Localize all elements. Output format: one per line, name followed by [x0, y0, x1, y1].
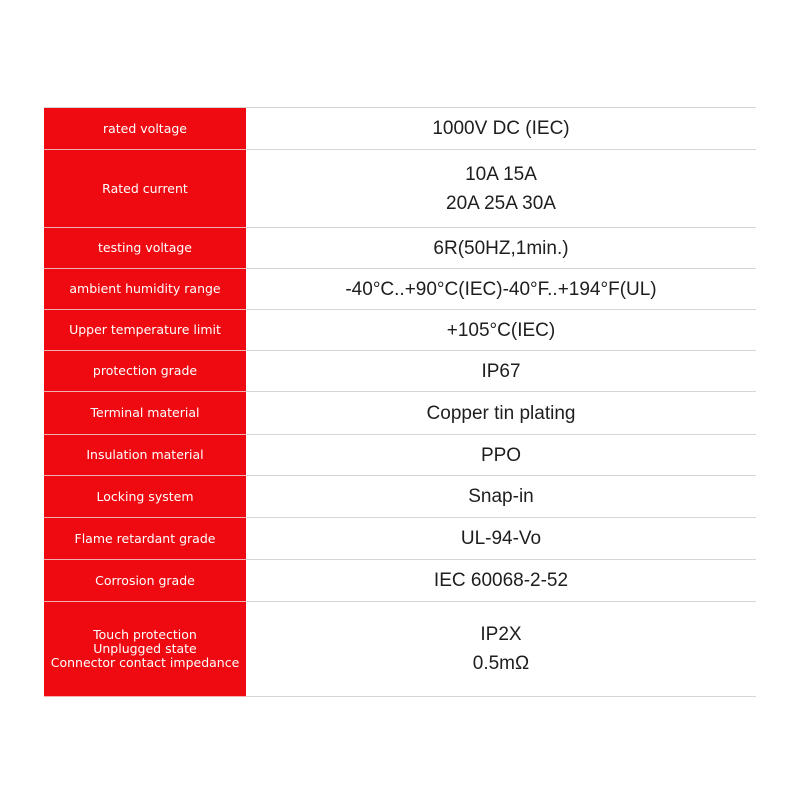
spec-value	[246, 392, 756, 435]
spec-value	[246, 518, 756, 560]
spec-row-testing-voltage	[44, 228, 756, 269]
spec-value-line: IP2X	[480, 624, 522, 645]
spec-label-line: Upper temperature limit	[69, 322, 221, 337]
spec-value-line: IP67	[481, 360, 521, 382]
spec-row-terminal-material	[44, 392, 756, 435]
spec-label	[44, 150, 246, 228]
spec-row-upper-temperature-limit	[44, 310, 756, 351]
spec-label	[44, 269, 246, 310]
spec-value-line: UL-94-Vo	[460, 528, 542, 549]
spec-value-line: 6R(50HZ,1min.)	[433, 237, 569, 259]
spec-label	[44, 108, 246, 150]
spec-value-line: IEC 60068-2-52	[433, 570, 569, 591]
spec-label-line: Touch protection	[93, 627, 197, 642]
spec-label-line: Unplugged state	[93, 641, 197, 656]
spec-value-line: Snap-in	[468, 486, 534, 507]
spec-value-line: 1000V DC (IEC)	[432, 118, 570, 139]
spec-value-line: +105°C(IEC)	[446, 319, 556, 341]
spec-row-locking-system	[44, 476, 756, 518]
spec-value-line: 20A 25A 30A	[446, 192, 556, 214]
spec-label	[44, 602, 246, 697]
spec-label-line: testing voltage	[97, 240, 192, 255]
spec-row-corrosion-grade	[44, 560, 756, 602]
spec-label-line: ambient humidity range	[69, 281, 221, 296]
spec-row-rated-current	[44, 150, 756, 228]
spec-label-line: rated voltage	[102, 120, 187, 136]
spec-value	[246, 351, 756, 392]
spec-label	[44, 351, 246, 392]
spec-label-line: Terminal material	[90, 405, 200, 420]
spec-row-ambient-humidity-range	[44, 269, 756, 310]
spec-label	[44, 310, 246, 351]
spec-value	[246, 602, 756, 697]
spec-label	[44, 392, 246, 435]
spec-label-line: Rated current	[102, 180, 188, 196]
spec-label	[44, 560, 246, 602]
spec-label-line: Connector contact impedance	[50, 655, 240, 670]
spec-label	[44, 518, 246, 560]
spec-value-line: Copper tin plating	[426, 402, 576, 424]
spec-value-line: PPO	[480, 444, 522, 466]
spec-value-line: 10A 15A	[465, 163, 537, 185]
spec-row-touch-protection	[44, 602, 756, 697]
spec-value	[246, 150, 756, 228]
spec-value	[246, 108, 756, 150]
spec-label-line: protection grade	[92, 363, 198, 378]
spec-label-line: Corrosion grade	[95, 572, 195, 588]
spec-row-insulation-material	[44, 435, 756, 476]
spec-value	[246, 435, 756, 476]
spec-row-flame-retardant-grade	[44, 518, 756, 560]
spec-value	[246, 269, 756, 310]
spec-value-line: 0.5mΩ	[472, 653, 530, 674]
spec-label-line: Insulation material	[86, 447, 204, 462]
spec-label	[44, 476, 246, 518]
spec-row-rated-voltage	[44, 108, 756, 150]
spec-value-line: -40°C..+90°C(IEC)-40°F..+194°F(UL)	[345, 278, 657, 300]
spec-label-line: Locking system	[96, 488, 194, 504]
spec-value	[246, 476, 756, 518]
spec-value	[246, 228, 756, 269]
spec-label-line: Flame retardant grade	[74, 530, 216, 546]
spec-label	[44, 228, 246, 269]
spec-value	[246, 560, 756, 602]
spec-table	[44, 107, 756, 697]
spec-value	[246, 310, 756, 351]
spec-label	[44, 435, 246, 476]
spec-row-protection-grade	[44, 351, 756, 392]
